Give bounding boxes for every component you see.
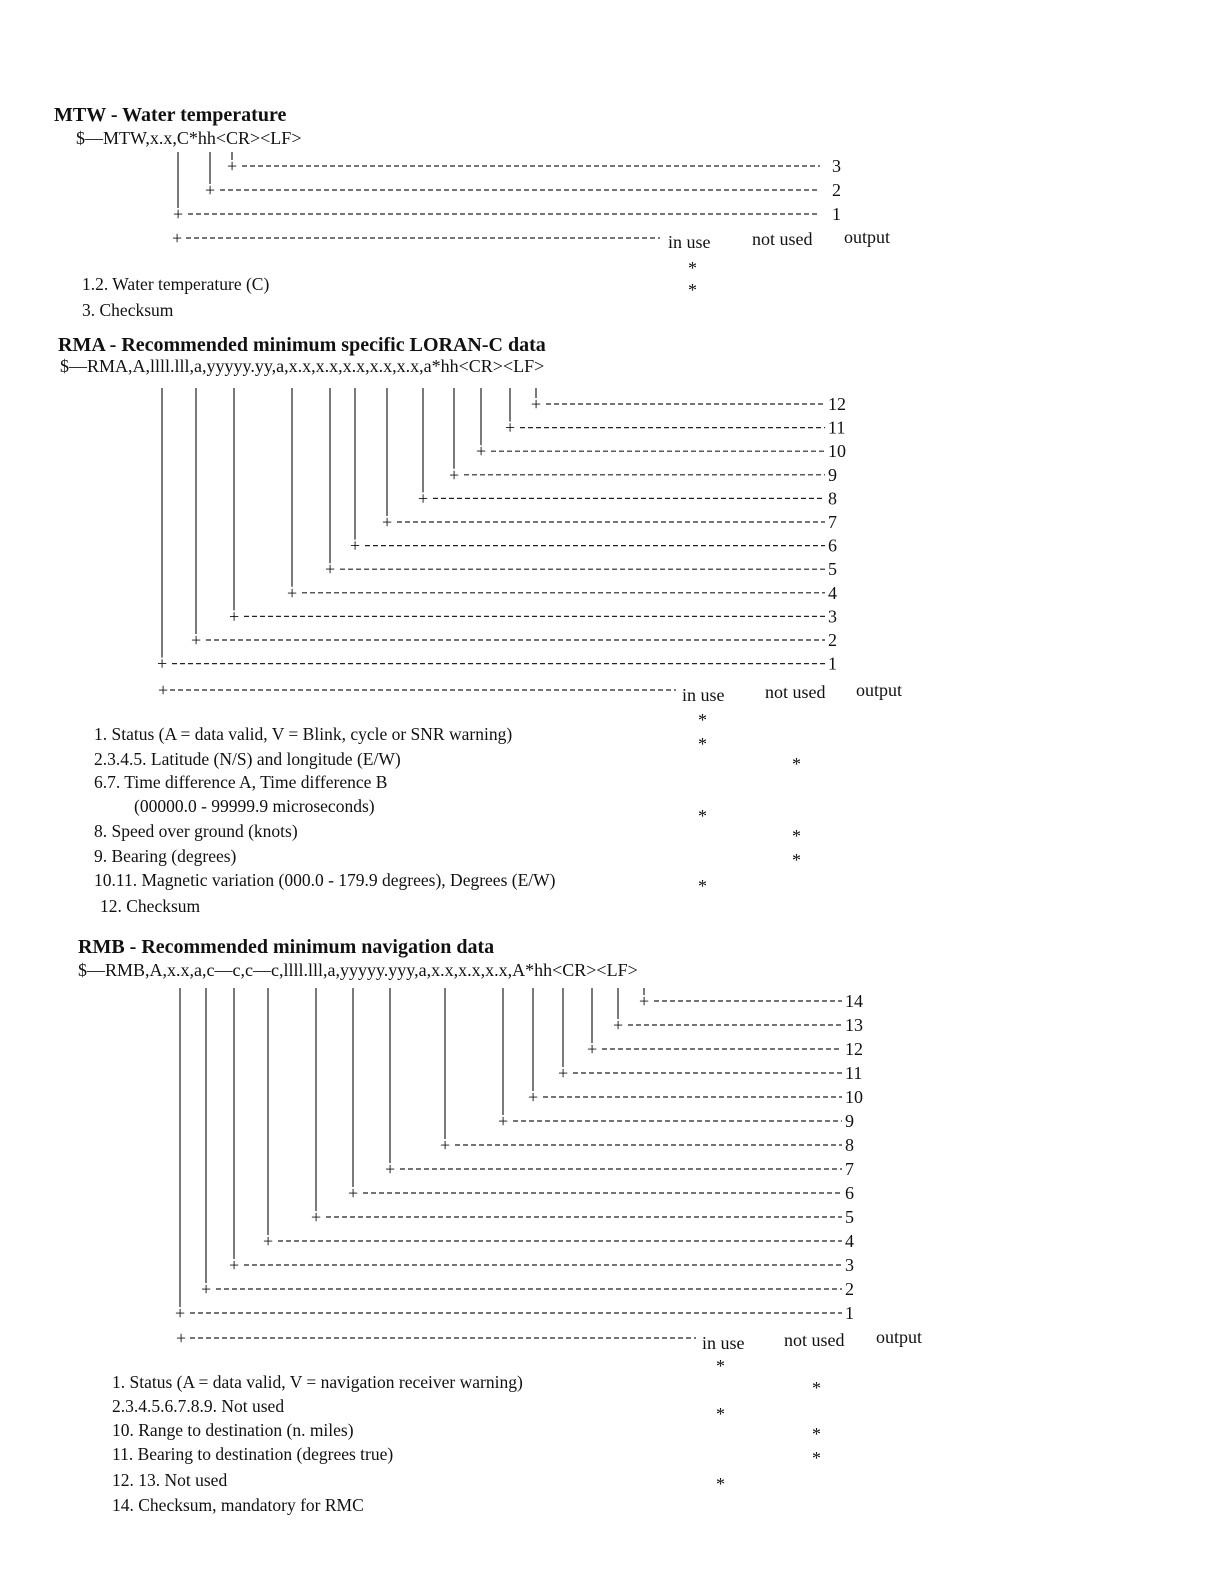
rma-header-in-use: in use: [682, 685, 725, 705]
rmb-header-output: output: [876, 1327, 923, 1347]
rmb-plus-7: +: [440, 1135, 451, 1155]
rmb-plus-13: +: [201, 1279, 212, 1299]
mtw-field-2: 3. Checksum: [82, 300, 174, 320]
rma-field-3: 6.7. Time difference A, Time difference B: [94, 772, 388, 792]
mtw-header-output: output: [844, 227, 891, 247]
mtw-number-1: 3: [832, 156, 841, 176]
rma-plus-11: +: [191, 630, 202, 650]
mtw-header-not-used: not used: [752, 229, 813, 249]
rma-number-6: 7: [828, 512, 837, 532]
rma-mark-2: *: [698, 734, 707, 754]
rma-field-8: 12. Checksum: [100, 896, 201, 916]
mtw-mark-2: *: [688, 280, 697, 300]
rma-sentence: $—RMA,A,llll.lll,a,yyyyy.yy,a,x.x,x.x,x.x,x.x,x.x,a*hh<CR><LF>: [60, 356, 545, 376]
mtw-plus-output: +: [172, 228, 183, 248]
rma-number-3: 10: [828, 441, 846, 462]
rmb-number-4: 11: [845, 1063, 863, 1083]
rmb-field-3: 10. Range to destination (n. miles): [112, 1420, 354, 1440]
rma-plus-8: +: [325, 559, 336, 580]
rma-number-7: 6: [828, 535, 837, 556]
mtw-plus-2: +: [205, 180, 216, 200]
rma-field-1: 1. Status (A = data valid, V = Blink, cycle or SNR warning): [94, 724, 513, 744]
rmb-plus-9: +: [348, 1183, 359, 1203]
rma-field-5: 8. Speed over ground (knots): [94, 821, 298, 841]
rma-header-not-used: not used: [765, 682, 826, 702]
rmb-field-2: 2.3.4.5.6.7.8.9. Not used: [112, 1396, 285, 1416]
rmb-number-5: 10: [845, 1087, 863, 1107]
rma-mark-3: *: [792, 754, 801, 774]
rmb-field-4: 11. Bearing to destination (degrees true): [112, 1444, 394, 1464]
rmb-mark-2: *: [812, 1378, 821, 1398]
rmb-number-14: 1: [845, 1303, 854, 1323]
rma-number-10: 3: [828, 606, 837, 627]
rma-number-8: 5: [828, 559, 837, 580]
rma-plus-output: +: [158, 680, 169, 700]
rmb-mark-1: *: [716, 1356, 725, 1376]
rmb-plus-3: +: [587, 1039, 598, 1059]
rma-plus-4: +: [449, 464, 460, 485]
rma-mark-5: *: [698, 806, 707, 826]
rma-number-9: 4: [828, 582, 837, 603]
mtw-field-1: 1.2. Water temperature (C): [82, 274, 270, 294]
rma-field-2: 2.3.4.5. Latitude (N/S) and longitude (E/W): [94, 749, 401, 769]
rma-plus-9: +: [287, 582, 298, 603]
rma-mark-1: *: [698, 710, 707, 730]
rmb-field-5: 12. 13. Not used: [112, 1470, 228, 1490]
rmb-number-3: 12: [845, 1039, 863, 1059]
rmb-plus-12: +: [229, 1255, 240, 1275]
rmb-number-2: 13: [845, 1015, 863, 1035]
rmb-field-1: 1. Status (A = data valid, V = navigation receiver warning): [112, 1372, 523, 1392]
mtw-plus-1: +: [227, 156, 238, 176]
rmb-mark-5: *: [812, 1448, 821, 1468]
rmb-plus-11: +: [263, 1231, 274, 1251]
rmb-field-6: 14. Checksum, mandatory for RMC: [112, 1495, 364, 1515]
mtw-number-2: 2: [832, 180, 841, 200]
rmb-header-not-used: not used: [784, 1330, 845, 1350]
rmb-title: RMB - Recommended minimum navigation data: [78, 936, 495, 958]
mtw-mark-1: *: [688, 258, 697, 278]
rmb-plus-1: +: [639, 991, 650, 1011]
rma-plus-10: +: [229, 606, 240, 627]
rmb-number-10: 5: [845, 1207, 854, 1227]
rmb-plus-4: +: [558, 1063, 569, 1083]
rmb-plus-14: +: [175, 1303, 186, 1323]
rmb-plus-2: +: [613, 1015, 624, 1035]
rmb-number-1: 14: [845, 991, 863, 1011]
rmb-number-8: 7: [845, 1159, 854, 1179]
rmb-number-6: 9: [845, 1111, 854, 1131]
mtw-title: MTW - Water temperature: [54, 104, 287, 126]
rma-number-12: 1: [828, 653, 837, 674]
rmb-plus-8: +: [385, 1159, 396, 1179]
rma-field-6: 9. Bearing (degrees): [94, 846, 237, 866]
rmb-header-in-use: in use: [702, 1333, 745, 1353]
rmb-plus-6: +: [498, 1111, 509, 1131]
rmb-mark-3: *: [716, 1404, 725, 1424]
rma-plus-6: +: [382, 512, 393, 532]
rma-plus-2: +: [505, 417, 516, 438]
rma-number-4: 9: [828, 464, 837, 485]
mtw-header-in-use: in use: [668, 232, 711, 252]
rma-number-1: 12: [828, 394, 846, 414]
rma-number-5: 8: [828, 488, 837, 509]
mtw-sentence: $—MTW,x.x,C*hh<CR><LF>: [76, 128, 302, 148]
rma-plus-1: +: [531, 394, 542, 414]
rmb-plus-10: +: [311, 1207, 322, 1227]
mtw-plus-3: +: [173, 204, 184, 224]
rma-plus-3: +: [476, 441, 487, 462]
rmb-number-13: 2: [845, 1279, 854, 1299]
mtw-number-3: 1: [832, 204, 841, 224]
rma-plus-12: +: [157, 653, 168, 674]
rmb-number-11: 4: [845, 1231, 854, 1251]
rmb-plus-output: +: [176, 1328, 187, 1348]
rma-mark-6: *: [792, 826, 801, 846]
rma-plus-7: +: [350, 535, 361, 556]
rmb-number-7: 8: [845, 1135, 854, 1155]
rmb-mark-6: *: [716, 1474, 725, 1494]
rmb-mark-4: *: [812, 1424, 821, 1444]
rma-mark-7: *: [792, 850, 801, 870]
rma-plus-5: +: [418, 488, 429, 509]
rmb-number-9: 6: [845, 1183, 854, 1203]
rmb-sentence: $—RMB,A,x.x,a,c—c,c—c,llll.lll,a,yyyyy.yyy,a,x.x,x.x,x.x,A*hh<CR><LF>: [78, 960, 638, 980]
rmb-plus-5: +: [528, 1087, 539, 1107]
rma-number-11: 2: [828, 630, 837, 650]
rma-mark-8: *: [698, 876, 707, 896]
rma-field-7: 10.11. Magnetic variation (000.0 - 179.9 degrees), Degrees (E/W): [94, 870, 556, 890]
rma-field-4: (00000.0 - 99999.9 microseconds): [134, 796, 375, 816]
rma-header-output: output: [856, 680, 903, 700]
rma-title: RMA - Recommended minimum specific LORAN-C data: [58, 334, 546, 356]
rmb-number-12: 3: [845, 1255, 854, 1275]
rma-number-2: 11: [828, 417, 846, 438]
